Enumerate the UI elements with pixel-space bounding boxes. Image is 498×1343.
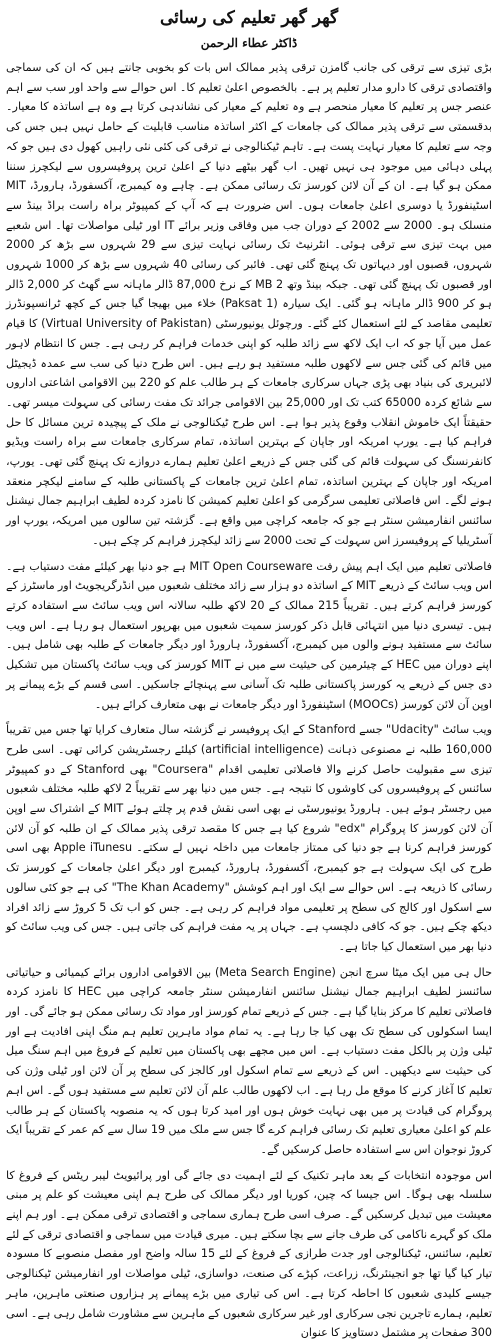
paragraph-4: حال ہی میں ایک میٹا سرچ انجن (Meta Search Engine) بین الاقوامی اداروں برائے کیمیائی و حیاتیاتی سائنسز لطیف ابراہیم جمال نیشنل سائنس انفارمیشن سنٹر جامعہ کراچی میں HEC کا نامزد کردہ فاصلاتی تعلیم کا مرکز بنایا گیا ہے۔ جس کے ذریعے تمام کورسز اور مواد تک رسائی ممکن ہو جائے گی۔ اور ایسا اسکولوں کی سطح تک بھی کیا جا رہا ہے۔ یہ تمام مواد ماہرین تعلیم ہم منگ اپنی افادیت ہے اور ٹیلی وژن پر بالکل مفت دستیاب ہے۔ اس میں مجھے بھی پاکستان میں تعلیم کے فروغ میں اہم سنگ میل کی حیثیت سے دیکھیں۔ اس کے ذریعے سے تمام اسکول اور کالجز کی سطح پر آن لائن اور ٹیلی وژن کی تعلیم کا آغاز کرنے کا موقع مل رہا ہے۔ اب لاکھوں طالب علم آن لائن تعلیم سے مستفید ہوں گے۔ اس اہم پروگرام کی قیادت پر میں بھی نہایت خوش ہوں اور امید کرتا ہوں کہ یہ منصوبہ پاکستان کے ہر طالب علم کو اعلیٰ معیاری تعلیم تک رسائی فراہم کرے گا جس سے ملک میں 19 سال سے کم عمر کے تقریباً ایک کروڑ نوجوان اس سے استفادہ حاصل کرسکیں گے۔ — [6, 965, 493, 1156]
paragraph-1: بڑی تیزی سے ترقی کی جانب گامزن ترقی پذیر ممالک اس بات کو بخوبی جانتے ہیں کہ ان کی سماجی واقتصادی ترقی کا دارو مدار تعلیم پر ہے۔ بالخصوص اعلیٰ تعلیم کا۔ اس حوالے سے واحد اور سب سے اہم عنصر جس پر تعلیم کا معیار منحصر ہے وہ تعلیم کے معیار کی نشاندہی کرتا ہے وہ ہے اساتذہ کا معیار۔ بدقسمتی سے ترقی پذیر ممالک کی جامعات کے اکثر اساتذہ مناسب قابلیت کے حامل نہیں ہیں جس کی وجہ سے تعلیم کا معیار نہایت پست ہے۔ تاہم ٹیکنالوجی نے ترقی کی کئی نئی راہیں کھول دی ہیں جو کہ پہلی دہائی میں موجود ہی نہیں تھیں۔ اب گھر بیٹھے دنیا کے اعلیٰ ترین پروفیسروں سے لیکچرز سننا ممکن ہو گیا ہے۔ ان کے آن لائن کورسز تک رسائی ممکن ہے۔ چاہے وہ کیمبرج، آکسفورڈ، ہارورڈ، MIT اسٹینفورڈ یا دوسری اعلیٰ جامعات ہوں۔ اس ضرورت ہے کہ آپ کے کمپیوٹر براہ راست براڈ بینڈ سے منسلک ہو۔ 2000 سے 2002 کے دوران جب میں وفاقی وزیر برائے IT اور ٹیلی مواصلات تھا۔ اس شعبے میں بہت تیزی سے ترقی ہوئی۔ انٹرنیٹ تک رسائی نہایت تیزی سے 29 شہروں سے بڑھ کر 2000 شہروں، قصبوں اور دیہاتوں تک پہنچ گئی تھی۔ فائبر کی رسائی 40 شہروں سے بڑھ کر 1000 شہروں اور قصبوں تک پہنچ گئی تھی۔ جبکہ بینڈ وتھ 2 MB کے نرخ 87,000 ڈالر ماہانہ سے گھٹ کر 2,000 ڈالر ہو کر 900 ڈالر ماہانہ ہو گئی۔ ایک سیارہ (Paksat 1) خلاء میں بھیجا گیا جس کے کچھ ٹرانسپونڈرز تعلیمی مقاصد کے لئے استعمال کئے گئے۔ ورچوئل یونیورسٹی (Virtual University of Pakistan) کا قیام عمل میں آیا جو کہ اب ایک لاکھ سے زائد طلبہ کو اپنی خدمات فراہم کر رہی ہے۔ جس کا انتظام لاہور میں قائم کی گئی جس سے لاکھوں طلبہ مستفید ہو رہے ہیں۔ اس طرح دنیا کی سب سے عمدہ ڈیجیٹل لائبریری کی بنیاد بھی پڑی جہاں سرکاری جامعات کے ہر طالب علم کو 220 بین الاقوامی اشاعتی اداروں سے شائع کردہ 65000 کتب تک اور 25,000 بین الاقوامی جرائد تک مفت رسائی کی سہولت میسر تھی۔ حقیقتاً ایک خاموش انقلاب وقوع پذیر ہوا ہے۔ اس طرح ٹیکنالوجی نے ملک کے پیچیدہ ترین مسائل کا حل فراہم کیا ہے۔ یورپ امریکہ اور جاپان کے بہترین اساتذہ، تمام سرکاری جامعات سے براہ راست ویڈیو کانفرنسنگ کی سہولت قائم کی گئی جس کے ذریعے اعلیٰ تعلیم ہمارے دروازے تک پہنچ گئی تھی۔ یورپ، امریکہ اور جاپان کے بہترین اساتذہ، تمام اعلیٰ ترین جامعات کے پاکستانی طلبہ کے سامنے لیکچر منعقد ہونے لگے۔ اس فاصلاتی تعلیمی سرگرمی کو اعلیٰ تعلیم کمیشن کا نامزد کردہ لطیف ابراہیم جمال نیشنل سائنس انفارمیشن سنٹر ہے جو کہ جامعہ کراچی میں واقع ہے۔ گزشتہ تین سالوں میں امریکہ، یورپ اور آسٹریلیا کے پروفیسرز اس سہولت کے تحت 2000 سے زائد لیکچرز فراہم کر چکے ہیں۔ — [6, 61, 493, 547]
author-byline: ڈاکٹر عطاء الرحمن — [200, 36, 298, 50]
paragraph-2: فاصلاتی تعلیم میں ایک اہم پیش رفت MIT Open Courseware ہے جو دنیا بھر کیلئے مفت دستیاب ہے۔ اس ویب سائٹ کے ذریعے MIT کے اساتذہ دو ہزار سے زائد مختلف شعبوں میں انڈرگریجویٹ اور ماسٹرز کے کورسز فراہم کرتے ہیں۔ تقریباً 215 ممالک کے 20 لاکھ طلبہ سالانہ اس ویب سائٹ سے استفادہ کرتے ہیں۔ تیسری دنیا میں انتہائی قابل ذکر کورسز سمیت شعبوں میں بھرپور استعمال ہو رہا ہے۔ اس ویب سائٹ سے مستفید ہونے والوں میں کیمبرج، آکسفورڈ، ہارورڈ اور دیگر جامعات کے طلبہ بھی شامل ہیں۔ اپنے دوران میں HEC کے چیئرمین کی حیثیت سے میں نے MIT کورسز کی ویب سائٹ پاکستان میں تشکیل دی جس کے ذریعے یہ کورسز پاکستانی طلبہ تک آسانی سے پہنچائے جاسکیں۔ اسی قسم کے بڑے پیمانے پر اوپن آن لائن کورسز (MOOCs) اسٹینفورڈ اور دیگر جامعات نے بھی متعارف کرائے ہیں۔ — [6, 559, 492, 711]
article-title: گھر گھر تعلیم کی رسائی — [159, 8, 339, 28]
paragraph-5: اس موجودہ انتخابات کے بعد ماہر تکنیک کے لئے اہمیت دی جائے گی اور پرائیویٹ لیبر ریٹس کے فروغ کا سلسلہ بھی ہوگا۔ اس جیسا کہ چین، کوریا اور دیگر ممالک کی طرح ہم اپنی معیشت کو علم پر مبنی معیشت میں تبدیل کرسکیں گے۔ صرف اسی طرح ہماری سماجی و اقتصادی ترقی ممکن ہے۔ اور ہم اپنے ملک کو گہرے ناکامی کی طرف جانے سے بچا سکتے ہیں۔ میری قیادت میں سماجی و اقتصادی ترقی کے لئے تعلیم، سائنس، ٹیکنالوجی اور جدت طرازی کے فروغ کے لئے 15 سالہ واضح اور مفصل منصوبے کا مسودہ تیار کیا گیا تھا جو انجینئرنگ، زراعت، کپڑے کی صنعت، دواسازی، ٹیلی مواصلات اور انفارمیشن ٹیکنالوجی جیسے کلیدی شعبوں کا احاطہ کرتا ہے۔ اس کی تیاری میں بڑے پیمانے پر ہزاروں صنعتی ماہرین، ماہر تعلیم، ہمارے تاجرین نجی سرکاری اور غیر سرکاری شعبوں کے ماہرین سے مشاورت شامل رہی ہے۔ اسی 300 صفحات پر مشتمل دستاویز کا عنوان — [6, 1168, 493, 1340]
paragraph-3: ویب سائٹ "Udacity" جسے Stanford کے ایک پروفیسر نے گزشتہ سال متعارف کرایا تھا جس میں تقریباً 160,000 طلبہ نے مصنوعی ذہانت (artificial intelligence) کیلئے رجسٹریشن کرائی تھی۔ اسی طرح تیزی سے مقبولیت حاصل کرنے والا فاصلاتی تعلیمی اقدام "Coursera" بھی Stanford کے دو کمپیوٹر سائنس کے پروفیسروں کی کاوشوں کا نتیجہ ہے۔ جس میں دنیا بھر سے تقریباً 2 لاکھ طلبہ مختلف شعبوں میں رجسٹر ہوئے ہیں۔ ہارورڈ یونیورسٹی نے بھی اسی نقش قدم پر چلتے ہوئے MIT کے اشتراک سے اوپن آن لائن کورسز کا پروگرام "edx" شروع کیا ہے جس کا مقصد ترقی پذیر ممالک کے ان طلبہ کو آن لائن کورسز فراہم کرنا ہے جو دنیا کی ممتاز جامعات میں داخلہ نہیں لے سکتے۔ Apple iTunesu بھی اسی طرح کی ایک سہولت ہے جو کیمبرج، آکسفورڈ، ہارورڈ، کیمبرج اور دیگر اعلیٰ جامعات کے کورسز تک رسائی کا ذریعہ ہے۔ اس حوالے سے ایک اور اہم کوشش "The Khan Academy" کی ہے جو کئی سالوں سے اسکول اور کالج کی سطح پر تعلیمی مواد فراہم کر رہی ہے۔ جس کو اب تک 5 کروڑ سے زائد افراد دیکھ چکے ہیں۔ جو کہ کافی دلچسپ ہے۔ جہاں پر یہ مفت فراہم کی جاتی ہیں۔ جس کی ویب سائٹ کو دنیا بھر میں استعمال کیا جاتا ہے۔ — [6, 723, 492, 953]
